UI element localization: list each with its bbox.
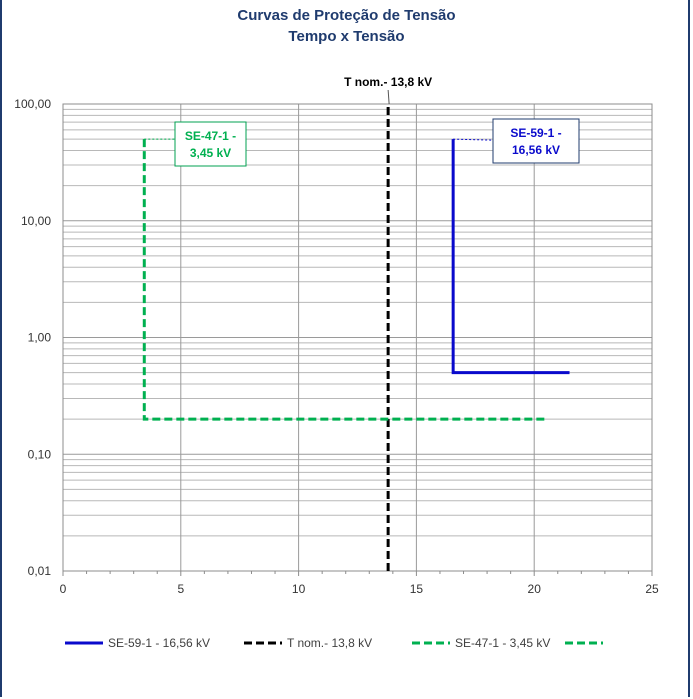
y-tick-label: 1,00: [27, 330, 51, 345]
legend-label-0: SE-59-1 - 16,56 kV: [108, 636, 211, 650]
chart-subtitle: Tempo x Tensão: [288, 28, 405, 45]
y-tick-label: 0,01: [27, 564, 51, 578]
legend-label-2: SE-47-1 - 3,45 kV: [455, 636, 551, 650]
x-tick-label: 5: [177, 582, 185, 596]
x-tick-label: 25: [645, 582, 659, 596]
x-tick-label: 20: [527, 582, 541, 596]
chart-title: Curvas de Proteção de Tensão: [237, 7, 456, 24]
annotation-tnom: T nom.- 13,8 kV: [344, 75, 433, 89]
x-tick-label: 0: [59, 582, 67, 596]
legend-label-1: T nom.- 13,8 kV: [287, 636, 373, 650]
y-tick-label: 0,10: [27, 447, 51, 462]
annotation-tnom-leader: [388, 90, 389, 104]
y-tick-label: 100,00: [14, 97, 51, 111]
annotation-se59-text: SE-59-1 -: [510, 126, 562, 140]
x-tick-label: 15: [409, 582, 424, 596]
annotation-se47-text: SE-47-1 -: [184, 129, 237, 143]
y-tick-label: 10,00: [20, 213, 51, 228]
x-tick-label: 10: [291, 582, 306, 596]
annotation-se47-text: 3,45 kV: [189, 146, 232, 160]
annotation-se59-text: 16,56 kV: [511, 143, 561, 157]
